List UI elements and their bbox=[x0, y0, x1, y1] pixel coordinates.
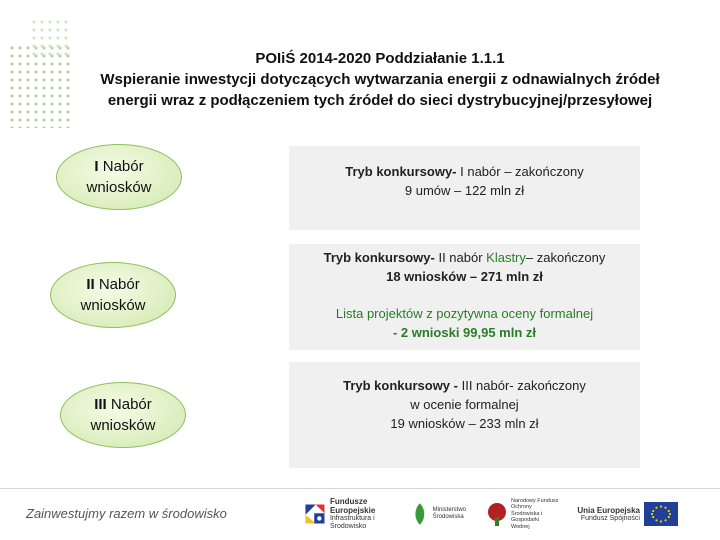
ms-logo-icon bbox=[410, 501, 430, 527]
round-2-label2: wniosków bbox=[80, 297, 146, 314]
round-1-result: 9 umów – 122 mln zł bbox=[404, 183, 525, 198]
eu-logo-subtitle: Fundusz Spójności bbox=[580, 514, 640, 522]
round-2-list-line-2: - 2 wnioski 99,95 mln zł bbox=[392, 325, 537, 340]
nfosigw-logo-text: Narodowy Fundusz Ochrony Środowiska i Gospodarki Wodnej bbox=[511, 497, 559, 530]
round-1-label2: wniosków bbox=[86, 179, 152, 196]
fe-logo-subtitle: Infrastruktura i Środowisko bbox=[329, 515, 375, 530]
round-2-result: 18 wniosków – 271 mln zł bbox=[386, 269, 543, 284]
title-line-2: Wspieranie inwestycji dotyczących wytwarzania energii z odnawialnych źródeł bbox=[100, 71, 660, 88]
title-line-1: POIiŚ 2014-2020 Poddziałanie 1.1.1 bbox=[255, 50, 505, 67]
round-3-result: 19 wniosków – 233 mln zł bbox=[390, 416, 539, 431]
title-line-3: energii wraz z podłączeniem tych źródeł do sieci dystrybucyjnej/przesyłowej bbox=[107, 92, 653, 109]
round-1-info-box bbox=[289, 146, 640, 230]
fe-logo-title: Fundusze Europejskie bbox=[329, 497, 376, 515]
round-3-number: III bbox=[94, 396, 107, 413]
round-3-mode: Tryb konkursowy - III nabór- zakończony bbox=[343, 378, 586, 393]
decorative-dots-top bbox=[30, 18, 68, 58]
round-3-ellipse bbox=[60, 382, 186, 448]
round-2-ellipse bbox=[50, 262, 176, 328]
round-3-label: Nabór bbox=[110, 396, 152, 413]
round-1-ellipse bbox=[56, 144, 182, 210]
round-1-label: Nabór bbox=[102, 158, 144, 175]
logo-fundusze-europejskie bbox=[304, 497, 392, 531]
round-2-list-line-1: Lista projektów z pozytywna oceny formalnej bbox=[335, 306, 594, 321]
round-1-mode: Tryb konkursowy- I nabór – zakończony bbox=[345, 164, 584, 179]
round-2-number: II bbox=[86, 276, 95, 293]
logo-ministerstwo-srodowiska bbox=[410, 497, 470, 531]
footer-tagline: Zainwestujmy razem w środowisko bbox=[26, 506, 227, 521]
eu-flag-icon bbox=[644, 502, 678, 526]
round-2-info-box bbox=[289, 244, 640, 350]
round-2-positive-list bbox=[289, 304, 640, 342]
round-2-mode: Tryb konkursowy- II nabór Klastry– zakończony bbox=[323, 250, 606, 265]
round-1-number: I bbox=[94, 158, 99, 175]
logo-unia-europejska bbox=[576, 497, 680, 531]
round-3-info-box bbox=[289, 362, 640, 468]
page-title bbox=[80, 48, 680, 111]
nfosigw-logo-icon bbox=[486, 501, 508, 527]
round-3-label2: wniosków bbox=[90, 417, 156, 434]
eu-logo-title: Unia Europejska bbox=[577, 505, 640, 515]
fe-logo-icon bbox=[304, 499, 326, 529]
round-2-label: Nabór bbox=[98, 276, 140, 293]
footer-divider bbox=[0, 488, 720, 489]
logo-nfosigw bbox=[486, 497, 560, 531]
ms-logo-text: Ministerstwo Środowiska bbox=[432, 507, 466, 520]
round-3-status: w ocenie formalnej bbox=[410, 397, 519, 412]
